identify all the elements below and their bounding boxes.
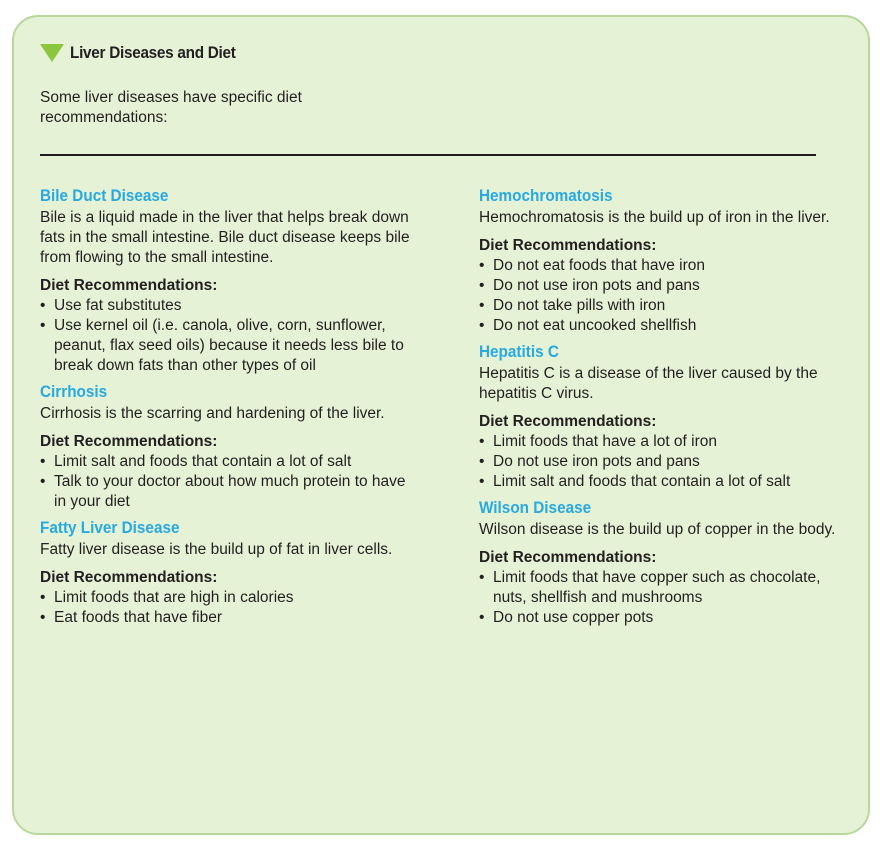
intro-text: Some liver diseases have specific diet recommendations: (40, 89, 302, 126)
list-item: • Use fat substitutes (40, 296, 410, 316)
section-description: Hepatitis C is a disease of the liver caused by the hepatitis C virus. (479, 365, 818, 402)
card-title: Liver Diseases and Diet (70, 43, 236, 62)
list-item: • Do not use copper pots (479, 608, 849, 628)
diet-recommendations-label: Diet Recommendations: (479, 237, 657, 254)
recommendation-list (40, 588, 410, 628)
list-item: • Do not take pills with iron (479, 296, 849, 316)
right-column (479, 186, 849, 634)
section-description: Cirrhosis is the scarring and hardening of the liver. (40, 405, 385, 422)
diet-recommendations-label: Diet Recommendations: (40, 569, 218, 586)
section-title: Cirrhosis (40, 382, 108, 401)
list-item: • Use kernel oil (i.e. canola, olive, corn, sunflower, peanut, flax seed oils) because it needs less bile to break down fats than other types of oil (40, 316, 410, 376)
list-item: • Limit foods that have copper such as chocolate, nuts, shellfish and mushrooms (479, 568, 849, 608)
section-description: Fatty liver disease is the build up of fat in liver cells. (40, 541, 393, 558)
list-item: • Do not use iron pots and pans (479, 452, 849, 472)
section-fatty-liver-disease (40, 518, 410, 628)
section-title: Fatty Liver Disease (40, 518, 180, 537)
list-item: • Limit salt and foods that contain a lot of salt (479, 472, 849, 492)
list-item: • Do not eat foods that have iron (479, 256, 849, 276)
list-item: • Do not use iron pots and pans (479, 276, 849, 296)
diet-recommendations-label: Diet Recommendations: (40, 433, 218, 450)
list-item: • Limit foods that have a lot of iron (479, 432, 849, 452)
recommendation-list (40, 452, 410, 512)
section-title: Bile Duct Disease (40, 186, 169, 205)
recommendation-list (40, 296, 410, 376)
recommendation-list (479, 568, 849, 628)
diet-recommendations-label: Diet Recommendations: (479, 549, 657, 566)
recommendation-list (479, 256, 849, 336)
list-item: • Limit salt and foods that contain a lot of salt (40, 452, 410, 472)
section-title: Hemochromatosis (479, 186, 613, 205)
triangle-down-icon (40, 44, 64, 62)
list-item: • Do not eat uncooked shellfish (479, 316, 849, 336)
section-wilson-disease (479, 498, 849, 628)
divider (40, 154, 816, 156)
list-item: • Limit foods that are high in calories (40, 588, 410, 608)
section-title: Hepatitis C (479, 342, 559, 361)
card-header (40, 43, 254, 63)
section-hepatitis-c (479, 342, 849, 492)
diet-recommendations-label: Diet Recommendations: (40, 277, 218, 294)
section-bile-duct-disease (40, 186, 410, 376)
section-description: Wilson disease is the build up of copper in the body. (479, 521, 836, 538)
left-column (40, 186, 410, 634)
list-item: • Talk to your doctor about how much protein to have in your diet (40, 472, 410, 512)
section-description: Bile is a liquid made in the liver that helps break down fats in the small intestine. Bile duct disease keeps bile from flowing to the small intestine. (40, 209, 410, 266)
section-description: Hemochromatosis is the build up of iron in the liver. (479, 209, 830, 226)
diet-recommendations-label: Diet Recommendations: (479, 413, 657, 430)
recommendation-list (479, 432, 849, 492)
section-title: Wilson Disease (479, 498, 592, 517)
section-cirrhosis (40, 382, 410, 512)
section-hemochromatosis (479, 186, 849, 336)
list-item: • Eat foods that have fiber (40, 608, 410, 628)
